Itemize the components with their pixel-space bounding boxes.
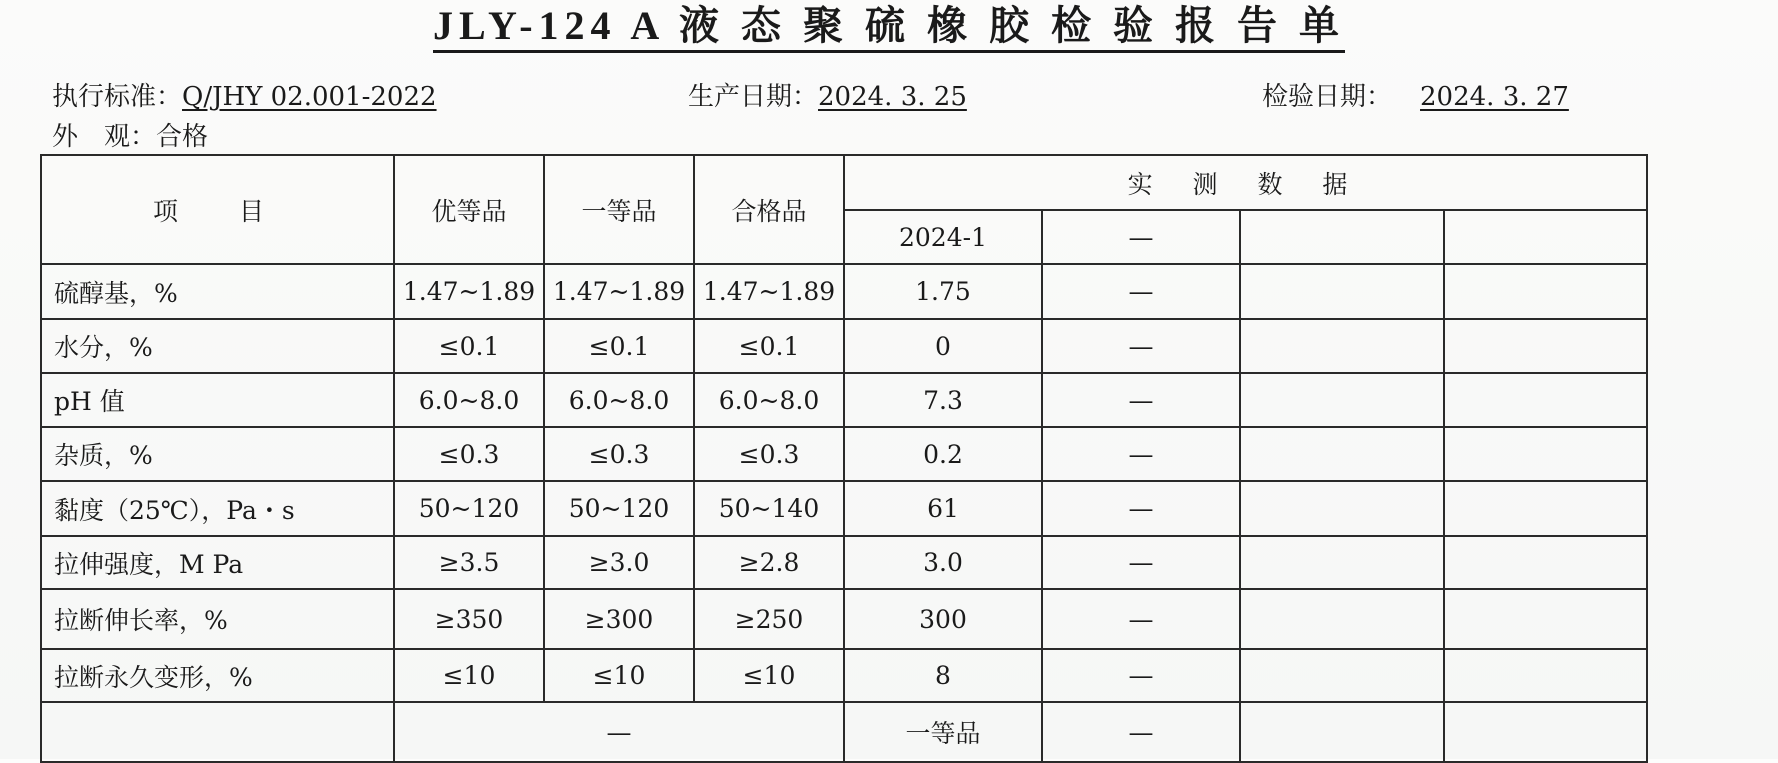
row-first: ≤0.3 — [544, 427, 694, 481]
row-measured-4 — [1444, 536, 1647, 589]
row-measured-3 — [1240, 649, 1444, 702]
row-measured-2: — — [1042, 319, 1240, 373]
table-row — [41, 427, 1647, 481]
row-qualified: ≤0.1 — [694, 319, 844, 373]
row-first: ≥3.0 — [544, 536, 694, 589]
batch-2: — — [1042, 210, 1240, 264]
table-row — [41, 373, 1647, 427]
row-measured-2: — — [1042, 649, 1240, 702]
inspection-date-value: 2024. 3. 27 — [1420, 82, 1569, 112]
row-qualified: 50~140 — [694, 481, 844, 536]
inspection-date-field — [1262, 80, 1569, 114]
row-premium: ≥3.5 — [394, 536, 544, 589]
appearance-field — [52, 120, 208, 154]
inspection-table — [40, 154, 1648, 763]
standard-label: 执行标准： — [52, 82, 183, 112]
row-qualified: 1.47~1.89 — [694, 264, 844, 319]
row-measured-1: 3.0 — [844, 536, 1042, 589]
row-measured-2: — — [1042, 536, 1240, 589]
row-qualified: 6.0~8.0 — [694, 373, 844, 427]
row-first: 1.47~1.89 — [544, 264, 694, 319]
row-item: 拉断伸长率，% — [41, 589, 394, 649]
batch-1: 2024-1 — [844, 210, 1042, 264]
row-measured-1: 0 — [844, 319, 1042, 373]
row-qualified: ≥2.8 — [694, 536, 844, 589]
inspection-date-label: 检验日期： — [1262, 82, 1393, 112]
header-premium: 优等品 — [394, 155, 544, 264]
row-first: ≤0.1 — [544, 319, 694, 373]
row-qualified: ≥250 — [694, 589, 844, 649]
row-measured-1: 300 — [844, 589, 1042, 649]
row-measured-2: — — [1042, 481, 1240, 536]
row-measured-4 — [1444, 373, 1647, 427]
row-item: 黏度（25℃），Pa・s — [41, 481, 394, 536]
appearance-separator: ： — [130, 122, 157, 152]
production-date-field — [688, 80, 967, 114]
row-measured-2: — — [1042, 264, 1240, 319]
header-first-grade: 一等品 — [544, 155, 694, 264]
row-measured-4 — [1444, 264, 1647, 319]
batch-4 — [1444, 210, 1647, 264]
row-qualified: ≤10 — [694, 649, 844, 702]
row-premium: ≤10 — [394, 649, 544, 702]
report-title — [0, 0, 1778, 52]
row-measured-4 — [1444, 427, 1647, 481]
header-qualified: 合格品 — [694, 155, 844, 264]
row-measured-3 — [1240, 319, 1444, 373]
table-row — [41, 319, 1647, 373]
row-premium: 50~120 — [394, 481, 544, 536]
row-premium: ≤0.3 — [394, 427, 544, 481]
appearance-value: 合格 — [156, 122, 209, 152]
appearance-label: 外 观 — [52, 122, 131, 152]
row-first: ≥300 — [544, 589, 694, 649]
header-item: 项 目 — [41, 155, 394, 264]
row-measured-3 — [1240, 373, 1444, 427]
header-measured-data: 实 测 数 据 — [844, 155, 1647, 210]
table-row — [41, 649, 1647, 702]
batch-3 — [1240, 210, 1444, 264]
row-first: ≤10 — [544, 649, 694, 702]
row-premium: ≥350 — [394, 589, 544, 649]
row-item: pH 值 — [41, 373, 394, 427]
table-row — [41, 481, 1647, 536]
table-row — [41, 536, 1647, 589]
table-row — [41, 264, 1647, 319]
production-date-value: 2024. 3. 25 — [818, 82, 967, 112]
row-measured-4 — [1444, 649, 1647, 702]
row-measured-3 — [1240, 427, 1444, 481]
row-item: 硫醇基，% — [41, 264, 394, 319]
row-first: 6.0~8.0 — [544, 373, 694, 427]
row-measured-2: — — [1042, 373, 1240, 427]
row-measured-4 — [1444, 589, 1647, 649]
row-premium: 1.47~1.89 — [394, 264, 544, 319]
row-measured-4 — [1444, 319, 1647, 373]
row-measured-1: 8 — [844, 649, 1042, 702]
standard-field — [52, 80, 437, 114]
row-measured-1: 61 — [844, 481, 1042, 536]
row-measured-1: 7.3 — [844, 373, 1042, 427]
report-title-text: JLY-124 A 液 态 聚 硫 橡 胶 检 验 报 告 单 — [433, 3, 1345, 53]
standard-value: Q/JHY 02.001-2022 — [182, 82, 437, 112]
row-measured-3 — [1240, 264, 1444, 319]
row-measured-4 — [1444, 481, 1647, 536]
row-measured-1: 0.2 — [844, 427, 1042, 481]
row-measured-2: — — [1042, 427, 1240, 481]
row-measured-1: 1.75 — [844, 264, 1042, 319]
conclusion-row — [41, 702, 1647, 762]
production-date-label: 生产日期： — [688, 82, 819, 112]
row-measured-3 — [1240, 481, 1444, 536]
conclusion-measured-2: — — [1042, 702, 1240, 762]
row-first: 50~120 — [544, 481, 694, 536]
row-item: 杂质，% — [41, 427, 394, 481]
row-item: 水分，% — [41, 319, 394, 373]
conclusion-measured-1: 一等品 — [844, 702, 1042, 762]
header-row-1 — [41, 155, 1647, 210]
row-premium: 6.0~8.0 — [394, 373, 544, 427]
conclusion-standard-span: — — [394, 702, 844, 762]
row-item: 拉断永久变形，% — [41, 649, 394, 702]
row-measured-3 — [1240, 589, 1444, 649]
row-item: 拉伸强度，M Pa — [41, 536, 394, 589]
row-qualified: ≤0.3 — [694, 427, 844, 481]
row-measured-2: — — [1042, 589, 1240, 649]
conclusion-measured-3 — [1240, 702, 1444, 762]
row-premium: ≤0.1 — [394, 319, 544, 373]
conclusion-item — [41, 702, 394, 762]
row-measured-3 — [1240, 536, 1444, 589]
table-row — [41, 589, 1647, 649]
conclusion-measured-4 — [1444, 702, 1647, 762]
